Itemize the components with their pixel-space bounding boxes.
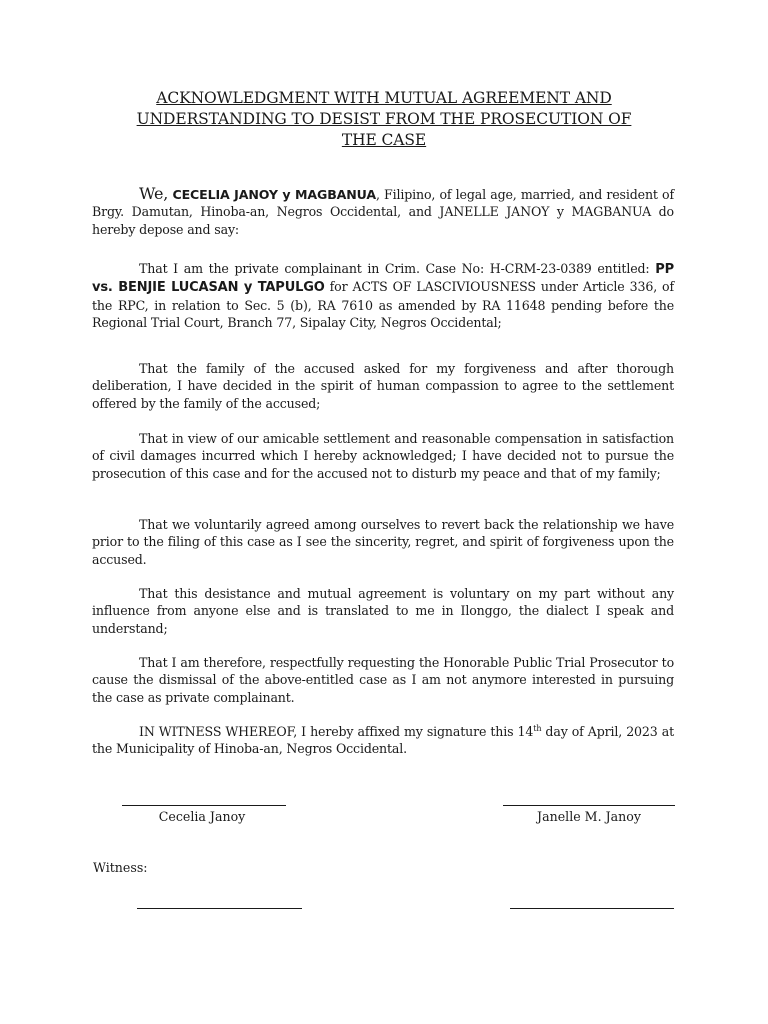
intro-we: We,	[139, 184, 169, 203]
case-para-before: That I am the private complainant in Crim. Case No: H-CRM-23-0389 entitled:	[139, 261, 656, 276]
witness-label: Witness:	[93, 860, 148, 875]
title-line-1: ACKNOWLEDGMENT WITH MUTUAL AGREEMENT AND	[156, 89, 612, 107]
signature-line-right	[503, 805, 675, 806]
title-line-3: THE CASE	[341, 131, 427, 149]
witness-signature-line-left	[137, 908, 302, 909]
document-title	[90, 88, 678, 151]
witness-para-after: day of April, 2023 at the Municipality of Hinoba-an, Negros Occidental.	[92, 724, 675, 757]
day-ordinal-suffix: th	[533, 723, 542, 733]
revert-paragraph: That we voluntarily agreed among ourselves to revert back the relationship we have prior to the filing of this case as I see the sincerity, regret, and spirit of forgiveness upon the accused.	[92, 517, 674, 567]
forgiveness-paragraph: That the family of the accused asked for my forgiveness and after thorough deliberation, I have decided in the spirit of human compassion to agree to the settlement offered by the family of the accused;	[92, 361, 674, 411]
voluntary-paragraph: That this desistance and mutual agreement is voluntary on my part without any influence from anyone else and is translated to me in Ilonggo, the dialect I speak and understand;	[92, 586, 674, 636]
case-paragraph	[92, 260, 674, 332]
signatory-left: Cecelia Janoy	[158, 809, 246, 824]
case-title: PP vs. BENJIE LUCASAN y TAPULGO	[92, 262, 674, 296]
complainant-name: CECELIA JANOY y MAGBANUA	[172, 187, 376, 202]
title-line-2: UNDERSTANDING TO DESIST FROM THE PROSECUTION OF	[136, 110, 632, 128]
settlement-paragraph: That in view of our amicable settlement and reasonable compensation in satisfaction of civil damages incurred which I hereby acknowledged; I have decided not to pursue the prosecution of this case and for the accused not to disturb my peace and that of my family;	[92, 431, 674, 481]
witness-whereof-paragraph	[92, 723, 674, 758]
request-paragraph: That I am therefore, respectfully requesting the Honorable Public Trial Prosecutor to cause the dismissal of the above-entitled case as I am not anymore interested in pursuing the case as private complainant.	[92, 655, 674, 705]
signatory-right: Janelle M. Janoy	[537, 809, 641, 824]
intro-rest: , Filipino, of legal age, married, and resident of Brgy. Damutan, Hinoba-an, Negros Occidental, and JANELLE JANOY y MAGBANUA do hereby depose and say:	[92, 187, 674, 237]
witness-signature-line-right	[510, 908, 674, 909]
case-para-after: for ACTS OF LASCIVIOUSNESS under Article 336, of the RPC, in relation to Sec. 5 (b), RA 7610 as amended by RA 11648 pending before the Regional Trial Court, Branch 77, Sipalay City, Negros Occidental;	[92, 279, 674, 331]
witness-para-before: IN WITNESS WHEREOF, I hereby affixed my signature this 14	[139, 724, 534, 739]
signature-line-left	[122, 805, 286, 806]
intro-paragraph	[92, 185, 674, 238]
